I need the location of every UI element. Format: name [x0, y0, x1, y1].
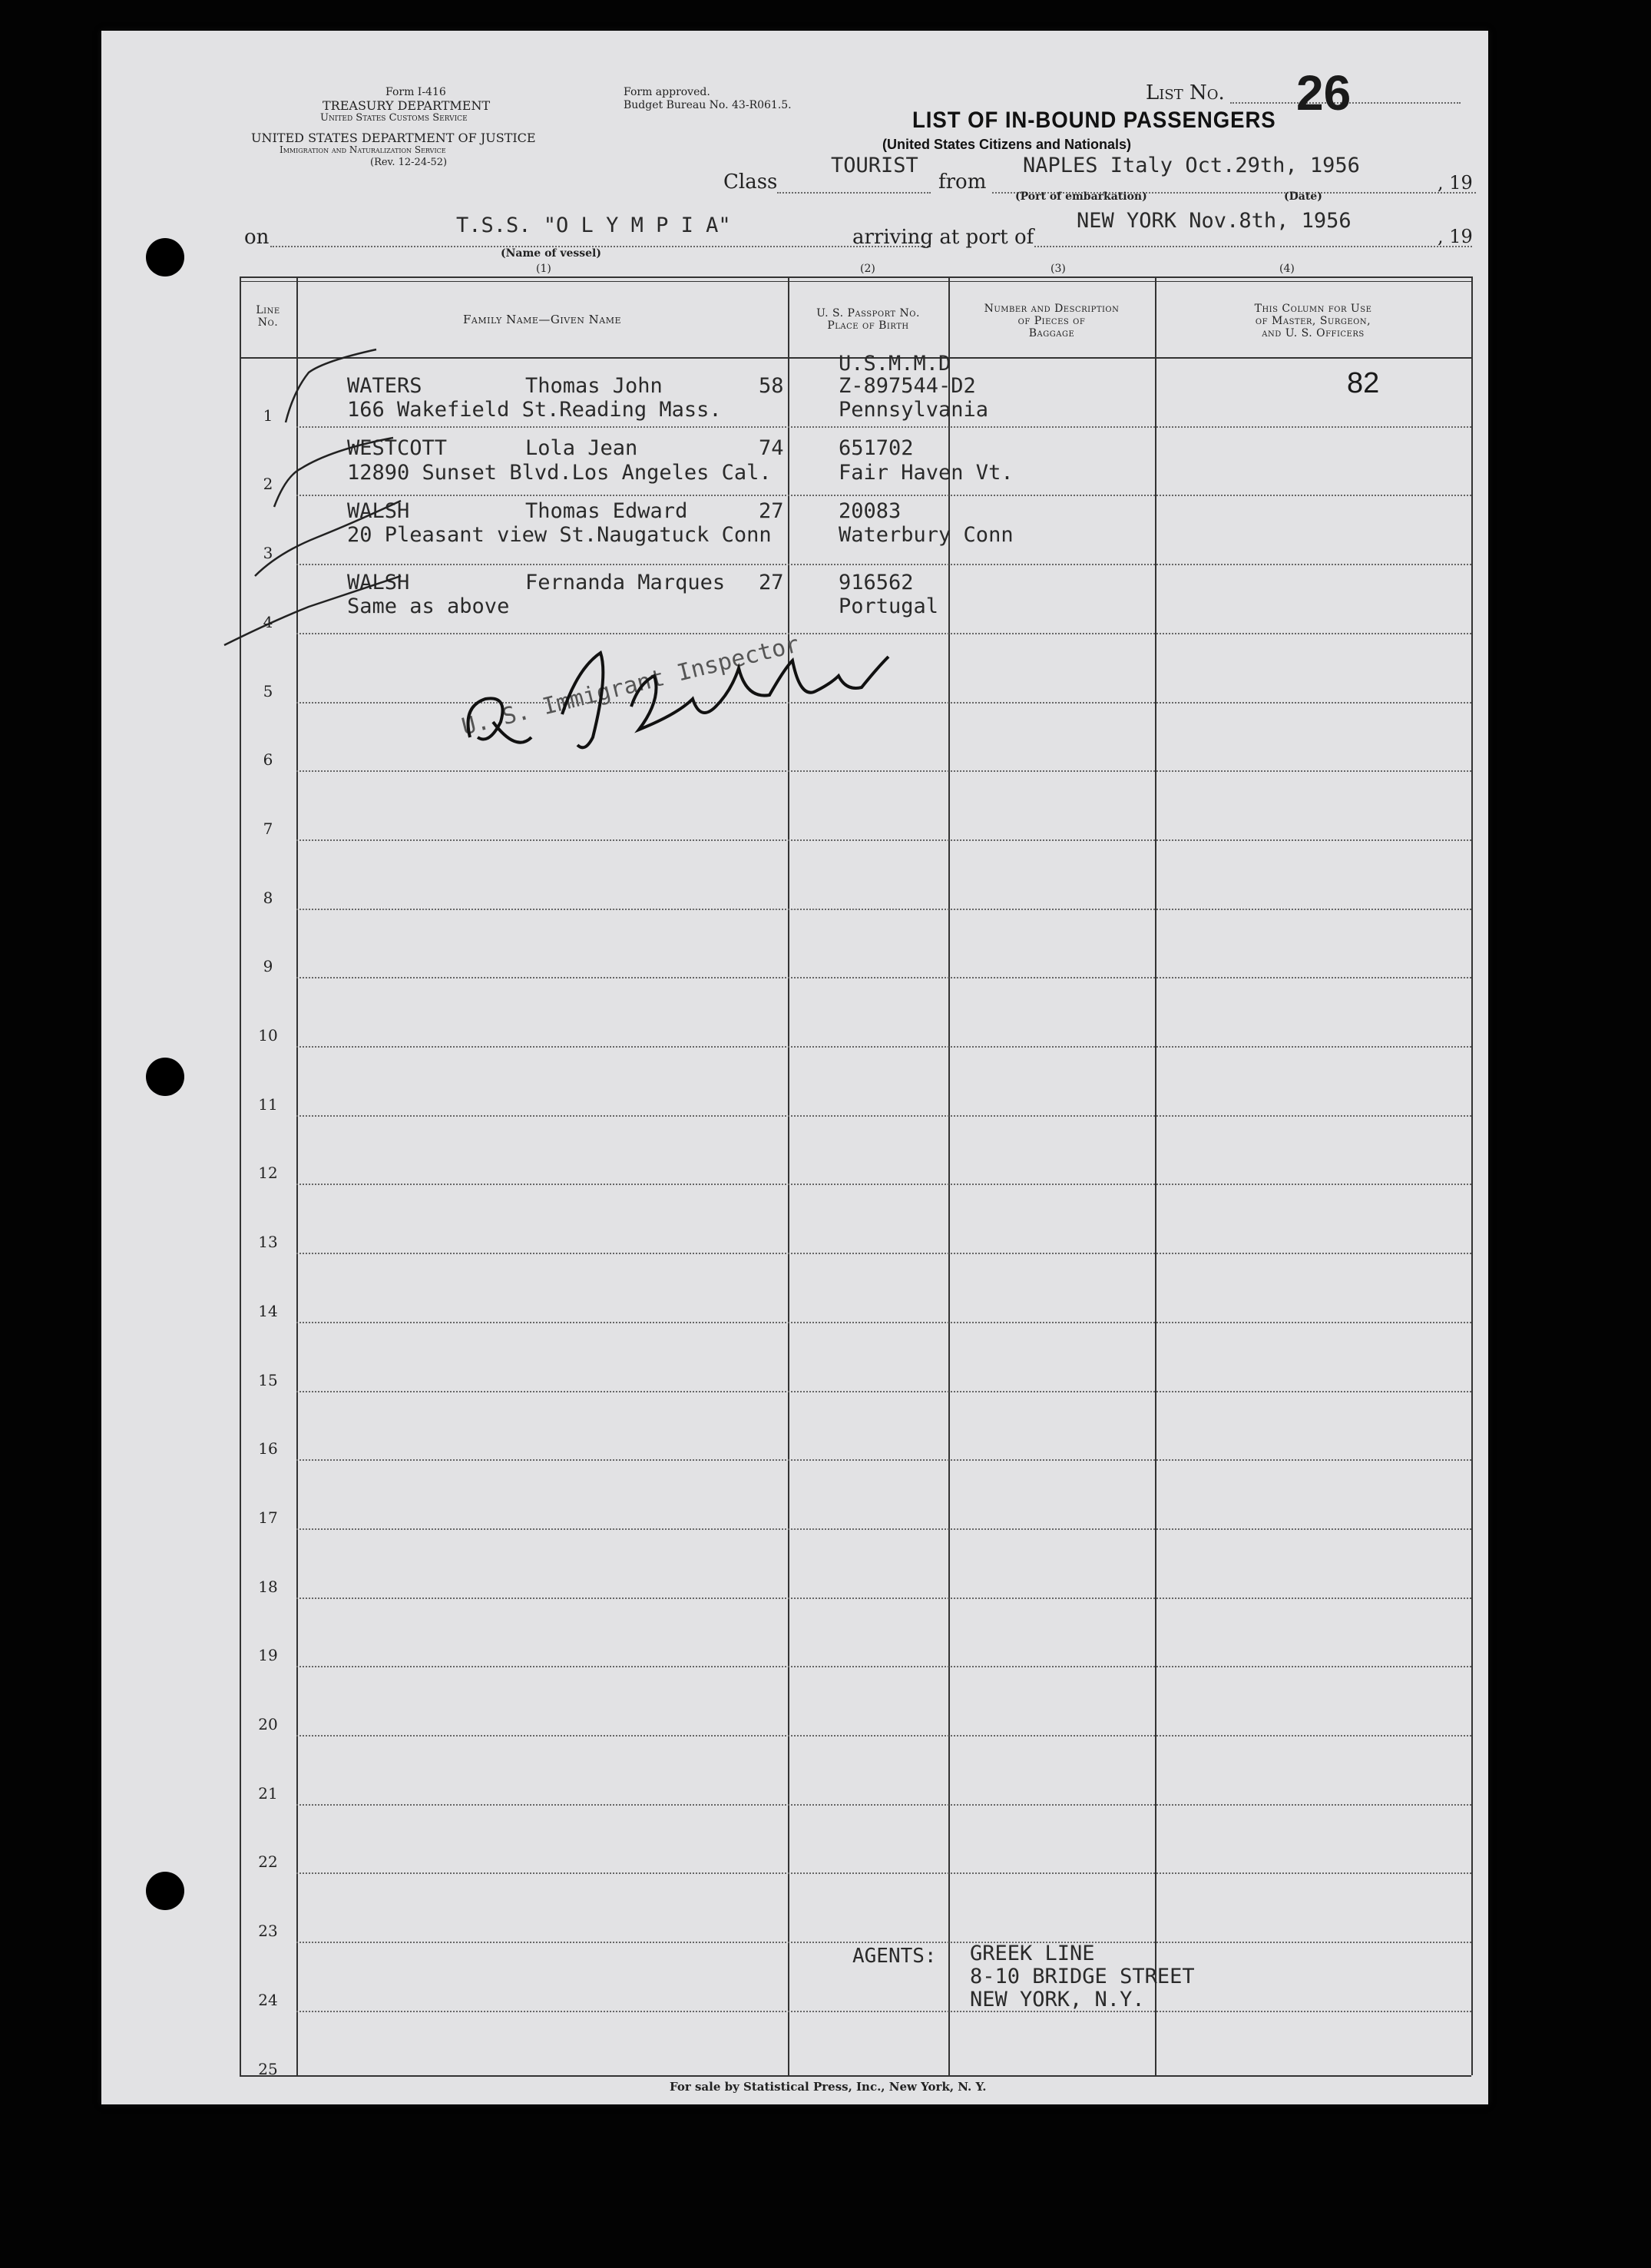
address: Same as above [347, 594, 510, 618]
row-separator [296, 1942, 1471, 1943]
inspector-signature [447, 622, 923, 776]
line-number: 6 [263, 750, 273, 770]
header-baggage-1: Number and Description [984, 303, 1120, 315]
family-name: WALSH [347, 499, 410, 523]
row-separator [296, 1253, 1471, 1254]
line-number: 10 [258, 1026, 278, 1045]
header-officers-1: This Column for Use [1254, 303, 1372, 315]
row-separator [296, 1322, 1471, 1323]
header-passport-1: U. S. Passport No. [816, 307, 920, 320]
treasury-dept: TREASURY DEPARTMENT [323, 98, 491, 113]
check-mark [224, 576, 401, 645]
inspector-stamp: U. S. Immigrant Inspector [458, 631, 802, 741]
check-mark [286, 349, 376, 422]
row-separator [296, 839, 1471, 841]
row-separator [296, 1735, 1471, 1737]
address: 20 Pleasant view St.Naugatuck Conn [347, 523, 772, 547]
col-number-4: (4) [1279, 263, 1295, 275]
header-baggage-2: of Pieces of [1017, 315, 1086, 327]
line-number: 17 [258, 1508, 278, 1527]
line-number: 24 [258, 1990, 278, 2009]
arriving-label: arriving at port of [852, 226, 1034, 249]
line-number: 2 [263, 475, 273, 494]
check-mark [274, 438, 393, 507]
address: 166 Wakefield St.Reading Mass. [347, 398, 722, 422]
revision: (Rev. 12-24-52) [370, 157, 448, 168]
family-name: WESTCOTT [347, 436, 448, 460]
place-of-birth: Portugal [839, 594, 939, 618]
line-number: 5 [263, 681, 273, 700]
year-prefix-1: , 19 [1438, 172, 1473, 194]
on-label: on [244, 226, 270, 249]
justice-dept: UNITED STATES DEPARTMENT OF JUSTICE [251, 131, 536, 145]
line-number: 15 [258, 1370, 278, 1389]
place-of-birth: Pennsylvania [839, 398, 989, 422]
arrival-port-value: NEW YORK Nov.8th, 1956 [1077, 209, 1352, 233]
family-name: WALSH [347, 571, 410, 594]
age: 58 [759, 374, 784, 398]
date-caption: (Date) [1284, 190, 1322, 203]
row-separator [296, 909, 1471, 910]
row-separator [296, 2011, 1471, 2012]
row-separator [296, 1459, 1471, 1461]
budget-bureau: Budget Bureau No. 43-R061.5. [624, 99, 792, 111]
header-line-no-2: No. [257, 316, 279, 329]
row-separator [296, 1666, 1471, 1667]
from-value: NAPLES Italy Oct.29th, 1956 [1023, 154, 1360, 177]
class-value: TOURIST [831, 154, 918, 177]
agents-line-1: GREEK LINE [970, 1942, 1095, 1965]
header-name: Family Name—Given Name [462, 313, 621, 326]
passenger-count: 82 [1347, 367, 1380, 399]
list-number: 26 [1296, 65, 1352, 121]
line-number: 19 [258, 1646, 278, 1665]
family-name: WATERS [347, 374, 422, 398]
age: 27 [759, 571, 784, 594]
passport-number: Z-897544-D2 [839, 374, 976, 398]
row-separator [296, 1115, 1471, 1117]
line-number: 18 [258, 1577, 278, 1596]
line-number: 1 [263, 406, 273, 425]
binder-hole-middle [146, 1058, 184, 1096]
col-number-1: (1) [536, 263, 551, 275]
form-title: LIST OF IN-BOUND PASSENGERS [912, 108, 1276, 133]
header-line-no-1: Line [256, 304, 280, 316]
printer-note: For sale by Statistical Press, Inc., New York, N. Y. [670, 2080, 987, 2094]
table-bottom-border [240, 2075, 1471, 2077]
header-passport-2: Place of Birth [827, 320, 909, 332]
binder-hole-bottom [146, 1872, 184, 1910]
given-name: Fernanda Marques [525, 571, 726, 594]
row-separator [296, 1528, 1471, 1530]
list-no-label: List No. [1146, 81, 1225, 104]
customs-service: United States Customs Service [320, 112, 468, 124]
age: 27 [759, 499, 784, 523]
row-separator [296, 1184, 1471, 1185]
row-separator [296, 1872, 1471, 1874]
check-marks [101, 31, 1488, 722]
form-approved: Form approved. [624, 86, 710, 98]
line-number: 20 [258, 1715, 278, 1733]
year-prefix-2: , 19 [1438, 226, 1473, 247]
place-of-birth: Fair Haven Vt. [839, 461, 1014, 485]
header-officers-3: and U. S. Officers [1262, 327, 1365, 339]
vessel-caption: (Name of vessel) [501, 247, 601, 260]
header-officers-2: of Master, Surgeon, [1255, 315, 1371, 327]
vessel-name: T.S.S. "O L Y M P I A" [456, 214, 731, 237]
passport-number: 916562 [839, 571, 914, 594]
line-number: 14 [258, 1301, 278, 1320]
agents-line-3: NEW YORK, N.Y. [970, 1988, 1145, 2011]
passport-number: 20083 [839, 499, 902, 523]
row-separator [296, 977, 1471, 978]
check-mark [255, 501, 401, 576]
line-number: 8 [263, 888, 273, 907]
from-label: from [938, 171, 987, 194]
line-number: 23 [258, 1922, 278, 1941]
passport-number: 651702 [839, 436, 914, 460]
line-number: 16 [258, 1439, 278, 1458]
line-number: 12 [258, 1164, 278, 1183]
passport-prefix: U.S.M.M.D [839, 352, 951, 376]
line-number: 11 [258, 1094, 278, 1114]
form-subtitle: (United States Citizens and Nationals) [882, 137, 1132, 152]
class-label: Class [723, 171, 778, 194]
address: 12890 Sunset Blvd.Los Angeles Cal. [347, 461, 772, 485]
given-name: Thomas Edward [525, 499, 688, 523]
col-number-2: (2) [860, 263, 875, 275]
line-number: 21 [258, 1783, 278, 1803]
row-separator [296, 1804, 1471, 1806]
given-name: Lola Jean [525, 436, 638, 460]
given-name: Thomas John [525, 374, 663, 398]
agents-line-2: 8-10 BRIDGE STREET [970, 1965, 1195, 1988]
place-of-birth: Waterbury Conn [839, 523, 1014, 547]
row-separator [296, 1598, 1471, 1599]
line-number: 9 [263, 957, 273, 976]
line-number: 3 [263, 544, 273, 563]
line-number: 22 [258, 1852, 278, 1872]
row-separator [296, 1391, 1471, 1392]
col-number-3: (3) [1050, 263, 1066, 275]
form-number: Form I-416 [385, 86, 446, 98]
agents-label: AGENTS: [852, 1945, 937, 1968]
port-embark-caption: (Port of embarkation) [1015, 190, 1147, 203]
header-baggage-3: Baggage [1028, 327, 1075, 339]
line-number: 4 [263, 612, 273, 631]
form-page [101, 31, 1488, 2104]
age: 74 [759, 436, 784, 460]
row-separator [296, 1046, 1471, 1048]
line-number: 25 [258, 2059, 278, 2078]
ins-service: Immigration and Naturalization Service [280, 144, 446, 155]
line-number: 7 [263, 819, 273, 838]
line-number: 13 [258, 1233, 278, 1252]
